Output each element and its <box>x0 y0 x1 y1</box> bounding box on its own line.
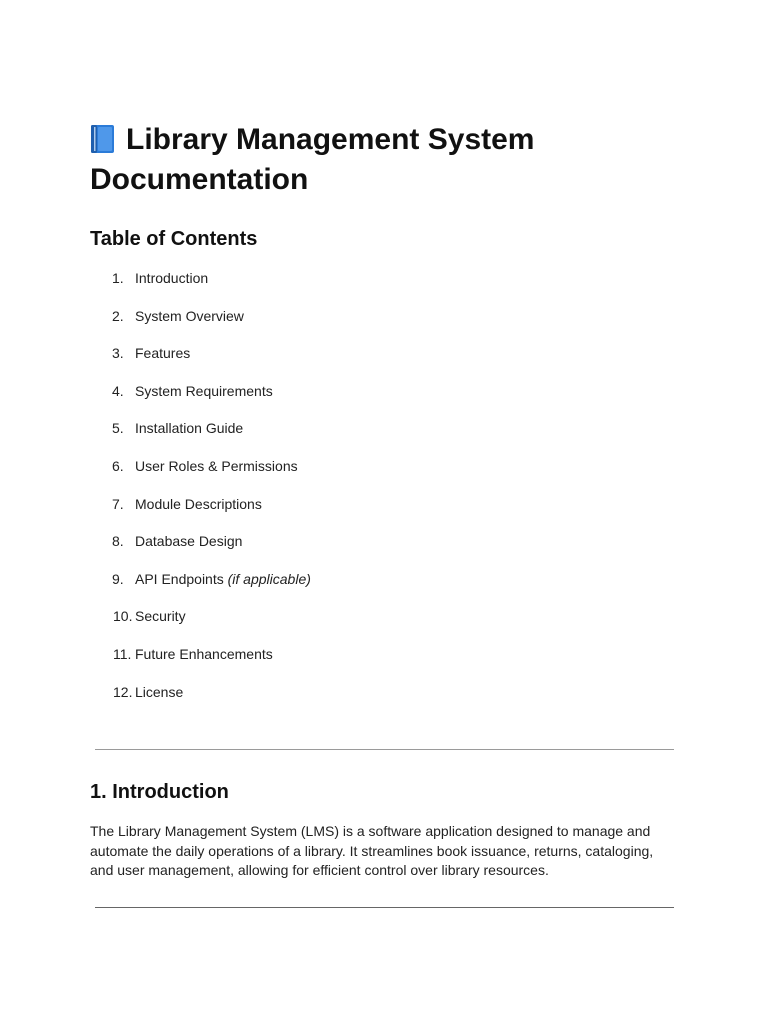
toc-item-label: Module Descriptions <box>135 495 262 512</box>
toc-item-label: Features <box>135 345 191 362</box>
section-divider <box>95 907 674 908</box>
toc-item-number: 2. <box>112 307 124 324</box>
toc-item-number: 1. <box>112 270 124 286</box>
toc-item-number: 4. <box>112 382 124 399</box>
toc-item-number: 8. <box>112 533 124 550</box>
toc-item-label: System Overview <box>135 307 244 324</box>
toc-item-label-group <box>135 569 311 589</box>
toc-item-number: 9. <box>112 570 124 587</box>
document-title <box>90 120 680 200</box>
toc-item-label: Security <box>135 608 186 625</box>
toc-item-label: License <box>135 683 184 700</box>
toc-item-number: 12. <box>113 683 133 700</box>
introduction-paragraph: The Library Management System (LMS) is a software application designed to manage and automate the daily operations of a library. It streamlines book issuance, returns, cataloging, and user management, allowing for efficient control over library resources. <box>90 823 654 878</box>
toc-item-number: 6. <box>112 457 124 474</box>
introduction-heading: 1. Introduction <box>90 781 229 803</box>
table-of-contents-heading: Table of Contents <box>90 228 258 250</box>
toc-item-number: 10. <box>113 608 133 625</box>
toc-item-label: Database Design <box>135 533 243 550</box>
blue-book-icon <box>90 124 116 154</box>
toc-item-number: 7. <box>112 495 124 512</box>
toc-item-label: Installation Guide <box>135 420 244 437</box>
toc-item-number: 5. <box>112 420 124 437</box>
toc-item-label: Introduction <box>135 270 209 286</box>
section-divider <box>95 749 674 750</box>
toc-item-label: User Roles & Permissions <box>135 457 298 474</box>
toc-item-number: 11. <box>113 645 132 662</box>
toc-item-number: 3. <box>112 345 124 362</box>
document-title-text: Library Management System Documentation <box>90 123 535 196</box>
toc-item-label: Future Enhancements <box>135 645 273 662</box>
toc-item-label: System Requirements <box>135 382 273 399</box>
toc-item-label: API Endpoints <box>135 570 224 587</box>
toc-item-note: (if applicable) <box>227 570 311 587</box>
